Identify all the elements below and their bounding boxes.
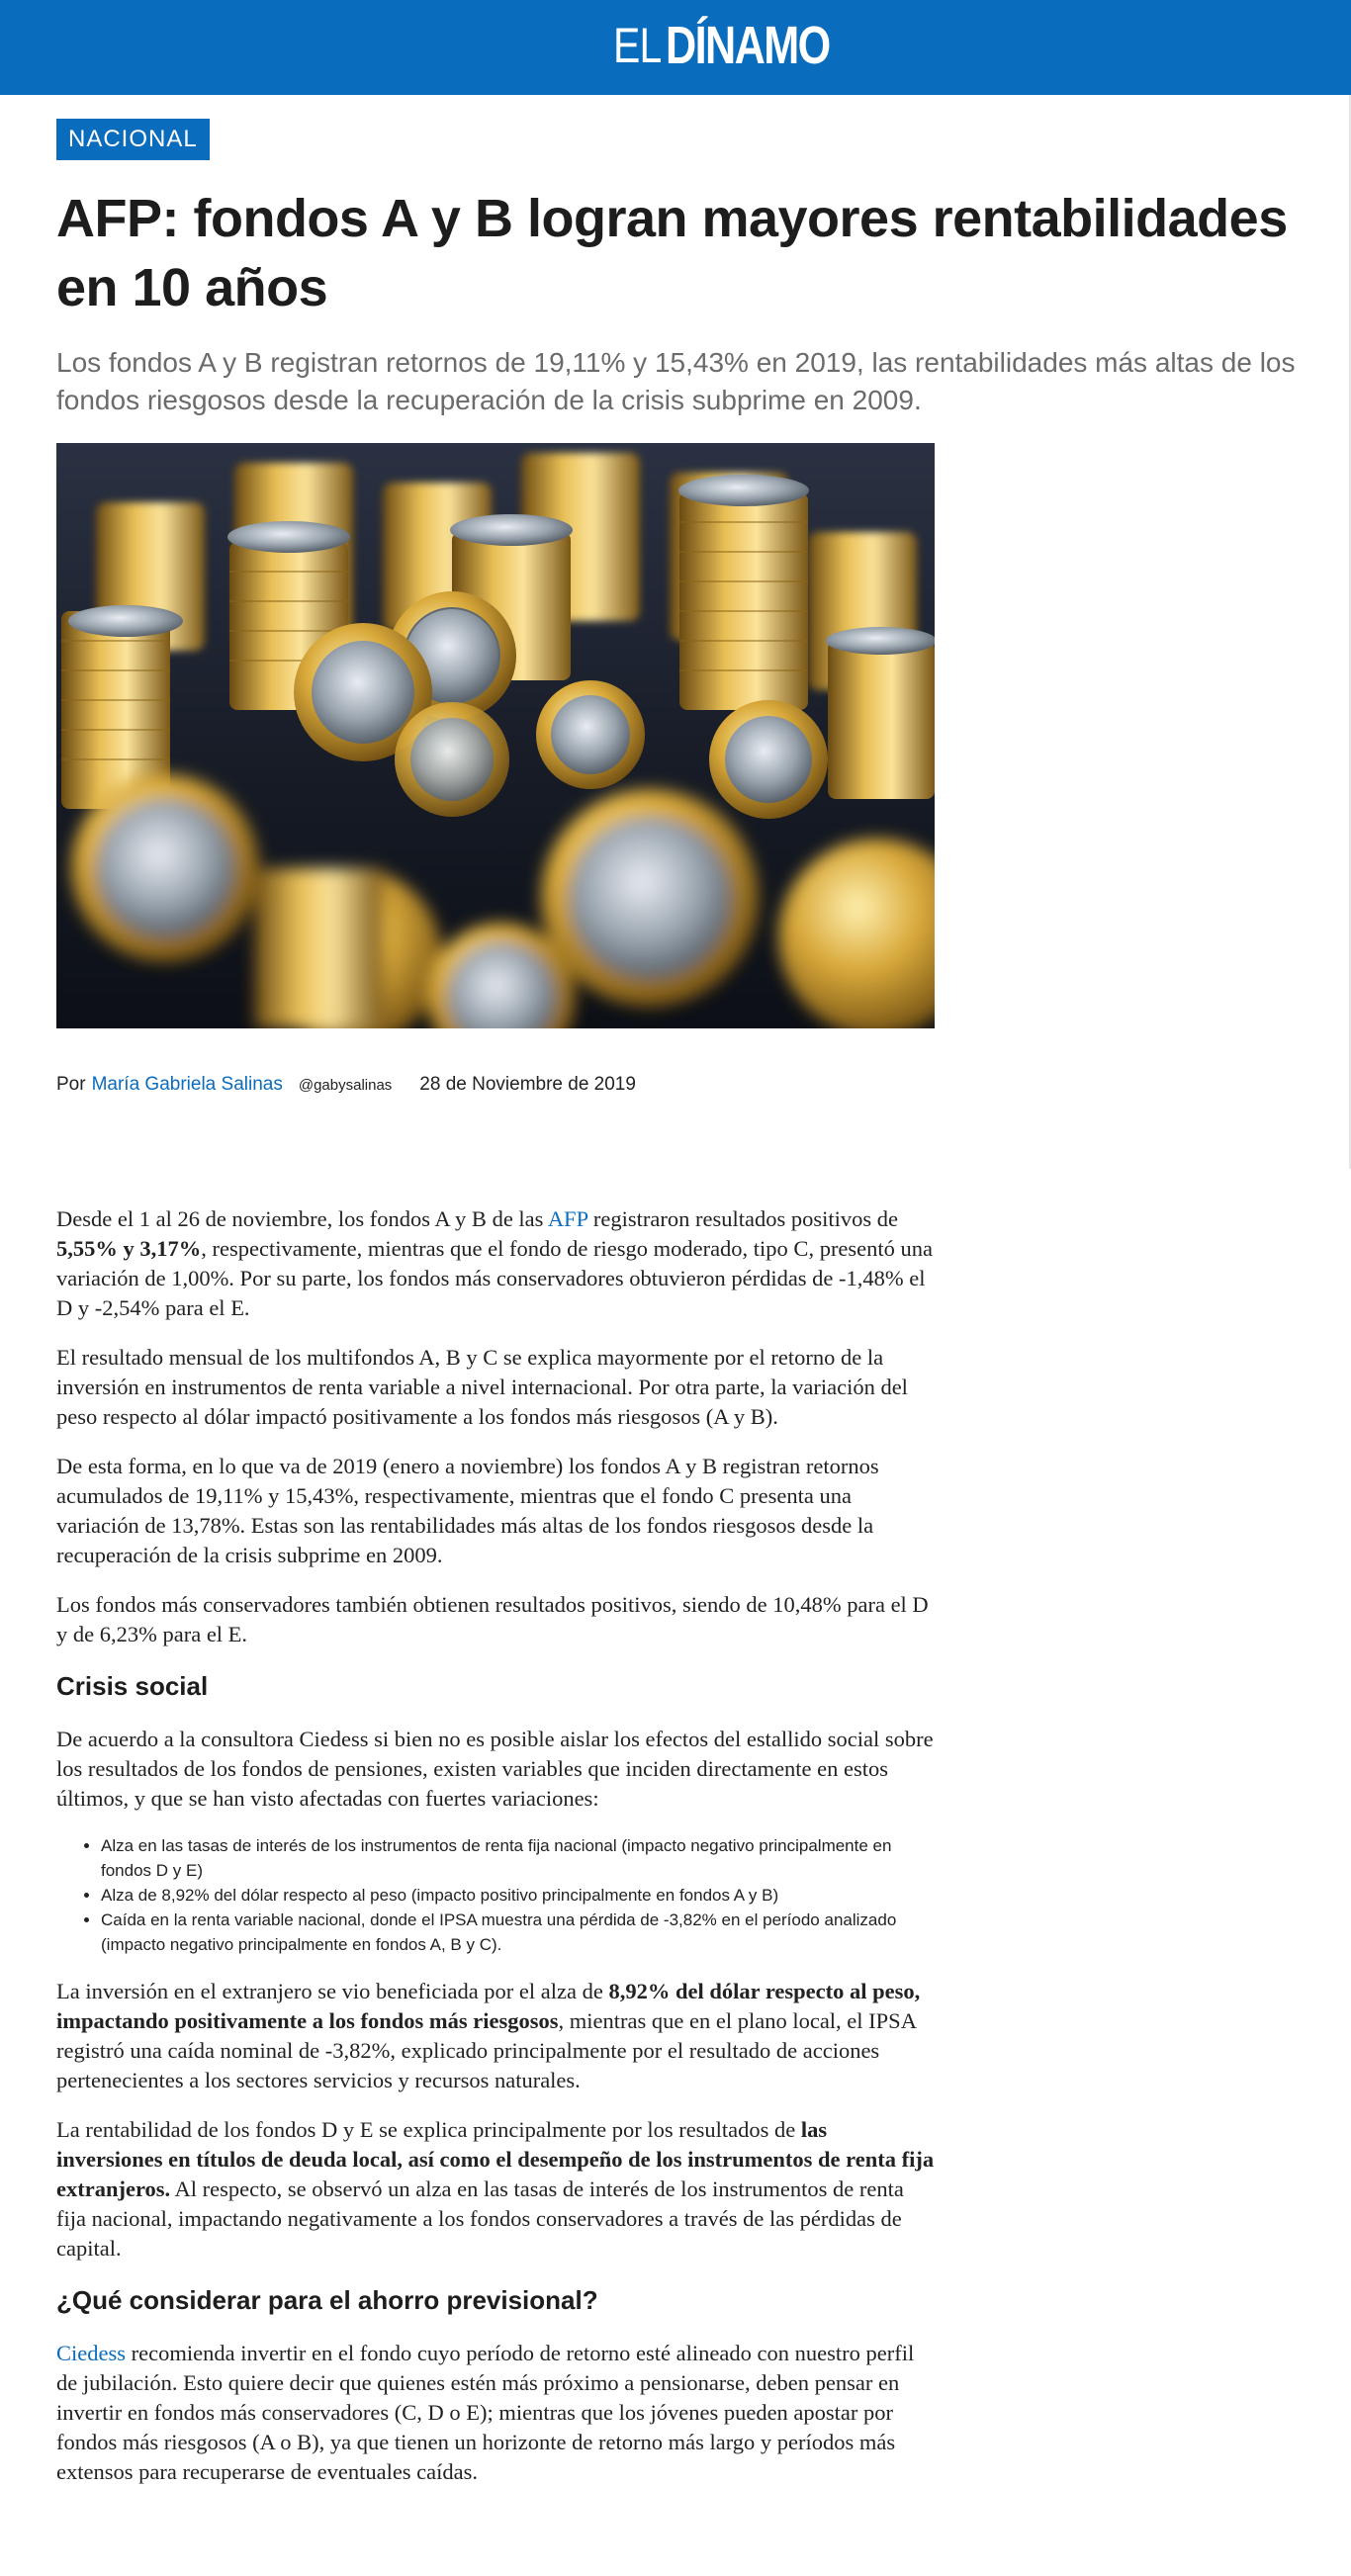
byline-prefix: Por	[56, 1074, 86, 1095]
heading-crisis-social: Crisis social	[56, 1671, 209, 1701]
text: La inversión en el extranjero se vio beneficiada por el alza de	[56, 1979, 609, 2003]
text: , mientras que en el plano local, el IPSA registró una caída nominal de -3,82%, explicado principalmente por el resultado de acciones pertenecientes a los sectores servicios y recursos naturales.	[56, 2008, 916, 2092]
site-logo[interactable]	[613, 14, 870, 77]
paragraph-6	[56, 1977, 937, 2095]
afp-link[interactable]: AFP	[547, 1206, 588, 1231]
list-item: • Alza de 8,92% del dólar respecto al peso (impacto positivo principalmente en fondos A y B)	[101, 1883, 937, 1908]
list-item: • Caída en la renta variable nacional, donde el IPSA muestra una pérdida de -3,82% en el período analizado (impacto negativo principalmente en fondos A, B y C).	[101, 1908, 937, 1957]
author-link[interactable]: María Gabriela Salinas	[91, 1074, 283, 1095]
logo-el: EL	[613, 18, 662, 73]
heading-ahorro-previsional: ¿Qué considerar para el ahorro previsional?	[56, 2285, 598, 2315]
byline	[56, 1074, 636, 1100]
paragraph-7	[56, 2115, 937, 2264]
variables-list	[56, 1833, 937, 1957]
text: La rentabilidad de los fondos D y E se explica principalmente por los resultados de	[56, 2117, 801, 2142]
bold-text: las inversiones en títulos de deuda local, así como el desempeño de los instrumentos de renta fija extranjeros.	[56, 2117, 935, 2201]
hero-image-coins	[56, 443, 935, 1028]
text: Al respecto, se observó un alza en las tasas de interés de los instrumentos de renta fija nacional, impactando negativamente a los fondos conservadores a través de las pérdidas de capital.	[56, 2176, 904, 2261]
paragraph-1	[56, 1204, 937, 1323]
text: registraron resultados positivos de	[587, 1206, 898, 1231]
article-body	[56, 1204, 937, 2507]
text: Desde el 1 al 26 de noviembre, los fondos A y B de las	[56, 1206, 548, 1231]
author-twitter-handle[interactable]: @gabysalinas	[298, 1077, 393, 1094]
category-badge[interactable]: NACIONAL	[56, 119, 210, 160]
publish-date: 28 de Noviembre de 2019	[419, 1074, 636, 1095]
list-item: • Alza en las tasas de interés de los instrumentos de renta fija nacional (impacto negativo principalmente en fondos D y E)	[101, 1833, 937, 1883]
text: , respectivamente, mientras que el fondo de riesgo moderado, tipo C, presentó una variación de 1,00%. Por su parte, los fondos más conservadores obtuvieron pérdidas de -1,48% el D y -2,54% para el E.	[56, 1236, 934, 1320]
logo-dinamo: DÍNAMO	[666, 16, 830, 75]
paragraph-2: El resultado mensual de los multifondos A, B y C se explica mayormente por el retorno de la inversión en instrumentos de renta variable a nivel internacional. Por otra parte, la variación del peso respecto al dólar impactó positivamente a los fondos más riesgosos (A y B).	[56, 1345, 908, 1429]
site-header	[0, 0, 1351, 95]
bold-text: 8,92% del dólar respecto al peso, impactando positivamente a los fondos más riesgosos	[56, 1979, 921, 2033]
ciedess-link[interactable]: Ciedess	[56, 2341, 126, 2365]
coins-photo	[56, 443, 935, 1028]
text: recomienda invertir en el fondo cuyo período de retorno esté alineado con nuestro perfil de jubilación. Esto quiere decir que quienes estén más próximo a pensionarse, deben pensar en invertir en fondos más conservadores (C, D o E); mientras que los jóvenes pueden apostar por fondos más riesgosos (A o B), ya que tienen un horizonte de retorno más largo y períodos más extensos para recuperarse de eventuales caídas.	[56, 2341, 915, 2484]
paragraph-8	[56, 2339, 937, 2487]
paragraph-5: De acuerdo a la consultora Ciedess si bien no es posible aislar los efectos del estallido social sobre los resultados de los fondos de pensiones, existen variables que inciden directamente en estos últimos, y que se han visto afectadas con fuertes variaciones:	[56, 1727, 934, 1811]
article-subtitle: Los fondos A y B registran retornos de 19,11% y 15,43% en 2019, las rentabilidades más altas de los fondos riesgosos desde la recuperación de la crisis subprime en 2009.	[56, 347, 1296, 415]
paragraph-3: De esta forma, en lo que va de 2019 (enero a noviembre) los fondos A y B registran retornos acumulados de 19,11% y 15,43%, respectivamente, mientras que el fondo C presenta una variación de 13,78%. Estas son las rentabilidades más altas de los fondos riesgosos desde la recuperación de la crisis subprime en 2009.	[56, 1454, 879, 1567]
bold-text: 5,55% y 3,17%	[56, 1236, 202, 1261]
article-title: AFP: fondos A y B logran mayores rentabilidades en 10 años	[56, 189, 1288, 317]
paragraph-4: Los fondos más conservadores también obtienen resultados positivos, siendo de 10,48% para el D y de 6,23% para el E.	[56, 1592, 929, 1646]
